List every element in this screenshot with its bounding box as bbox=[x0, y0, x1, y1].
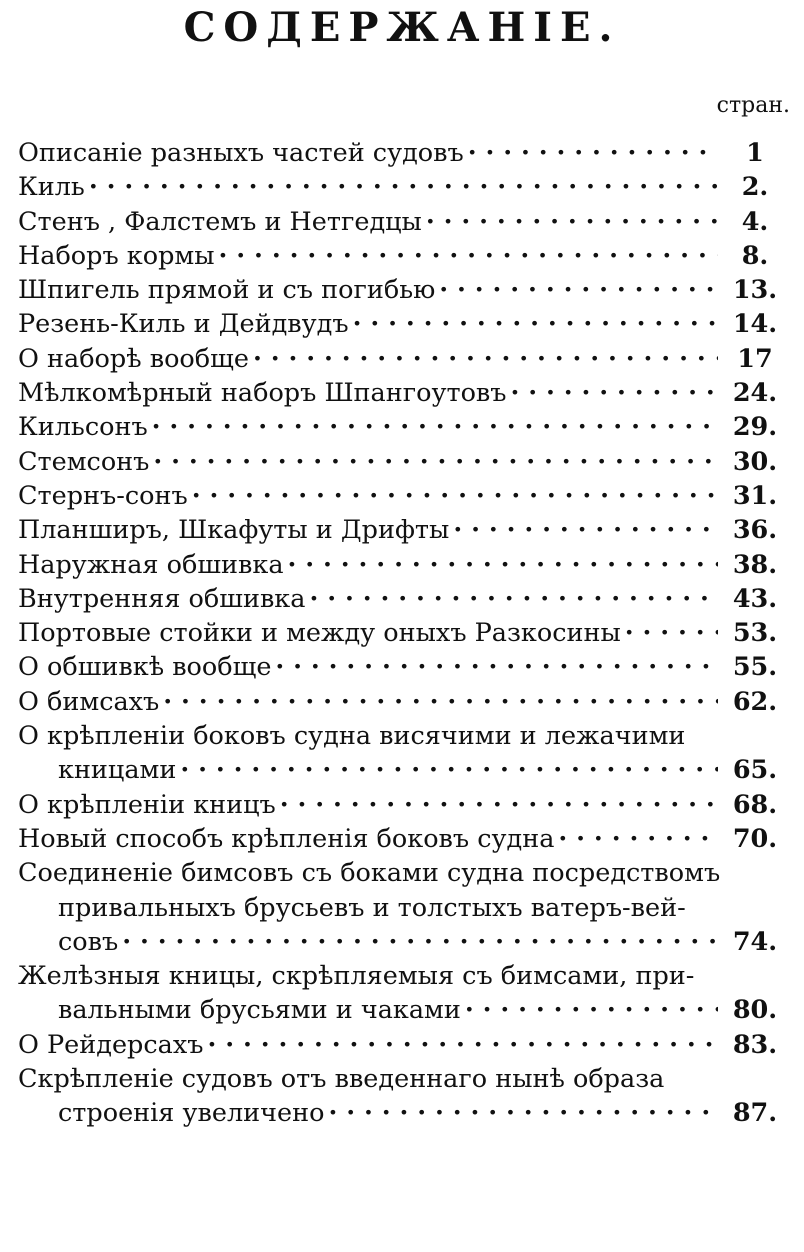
toc-entry-title: совъ bbox=[58, 926, 119, 957]
dot-leader bbox=[328, 1096, 718, 1130]
dot-leader bbox=[439, 273, 718, 307]
toc-page-number: 30. bbox=[732, 446, 778, 477]
toc-page-number: 8. bbox=[741, 240, 769, 271]
toc-entry-title: Наружная обшивка bbox=[18, 549, 284, 580]
toc-entry-title: Новый способъ крѣпленія боковъ судна bbox=[18, 823, 555, 854]
dot-leader bbox=[275, 650, 718, 684]
toc-entry-title: Соединеніе бимсовъ съ боками судна посредствомъ bbox=[18, 858, 721, 889]
dot-leader bbox=[219, 239, 718, 273]
toc-entry bbox=[18, 342, 786, 376]
toc-page-number: 38. bbox=[732, 549, 778, 580]
toc-entry-line bbox=[18, 993, 786, 1027]
toc-entry-line bbox=[18, 1096, 786, 1130]
toc-entry-title: О крѣпленіи кницъ bbox=[18, 789, 276, 820]
dot-leader bbox=[468, 136, 718, 170]
toc-entry bbox=[18, 307, 786, 341]
dot-leader bbox=[558, 822, 718, 856]
toc-entry bbox=[18, 650, 786, 684]
toc-entry-title: Киль bbox=[18, 172, 85, 203]
toc-entry-line bbox=[18, 548, 786, 582]
toc-entry-line bbox=[18, 513, 786, 547]
toc-entry-title: Скрѣпленіе судовъ отъ введеннаго нынѣ образа bbox=[18, 1064, 665, 1095]
toc-entry-title: Шпигель прямой и съ погибью bbox=[18, 275, 436, 306]
toc-entry bbox=[18, 856, 786, 959]
toc-entry-line bbox=[18, 582, 786, 616]
toc-entry-line bbox=[18, 891, 786, 925]
toc-entry bbox=[18, 788, 786, 822]
toc-entry-line bbox=[18, 239, 786, 273]
toc-entry bbox=[18, 719, 786, 788]
toc-entry bbox=[18, 239, 786, 273]
toc-entry-title: Стенъ , Фалстемъ и Нетгедцы bbox=[18, 206, 422, 237]
dot-leader bbox=[426, 205, 718, 239]
toc-entry-line bbox=[18, 1028, 786, 1062]
dot-leader bbox=[453, 513, 718, 547]
toc-entry bbox=[18, 548, 786, 582]
toc-entry-line bbox=[18, 342, 786, 376]
toc-entry bbox=[18, 822, 786, 856]
toc-entry-title: Внутренняя обшивка bbox=[18, 583, 306, 614]
toc-entry-title: Мѣлкомѣрный наборъ Шпангоутовъ bbox=[18, 378, 507, 409]
toc-entry bbox=[18, 410, 786, 444]
toc-entry-line bbox=[18, 445, 786, 479]
toc-page-number: 1 bbox=[746, 138, 764, 168]
toc-page-number: 24. bbox=[732, 378, 778, 409]
toc-page-number: 70. bbox=[732, 823, 778, 854]
toc-entry bbox=[18, 205, 786, 239]
dot-leader bbox=[89, 170, 718, 204]
toc-entry-title: Описаніе разныхъ частей судовъ bbox=[18, 138, 464, 168]
toc-entry-line bbox=[18, 856, 786, 890]
toc-page-number: 68. bbox=[732, 789, 778, 820]
toc-page-number: 74. bbox=[732, 926, 778, 957]
toc-entry bbox=[18, 376, 786, 410]
toc-entry-line bbox=[18, 616, 786, 650]
toc-entry bbox=[18, 445, 786, 479]
toc-page-number: 53. bbox=[732, 618, 778, 649]
toc-entry-line bbox=[18, 822, 786, 856]
toc-entry-title: О Рейдерсахъ bbox=[18, 1029, 204, 1060]
dot-leader bbox=[280, 788, 718, 822]
toc-entry-title: привальныхъ брусьевъ и толстыхъ ватеръ-вей- bbox=[58, 892, 686, 923]
toc-entry bbox=[18, 616, 786, 650]
toc-page-number: 29. bbox=[732, 412, 778, 443]
toc-entry-title: Стемсонъ bbox=[18, 446, 150, 477]
toc-page-number: 83. bbox=[732, 1029, 778, 1060]
toc-entry bbox=[18, 1028, 786, 1062]
toc-page-number: 65. bbox=[732, 755, 778, 786]
toc-page-number: 14. bbox=[732, 309, 778, 340]
toc-entry-line bbox=[18, 1062, 786, 1096]
toc-entry-line bbox=[18, 959, 786, 993]
toc-entry-line bbox=[18, 925, 786, 959]
dot-leader bbox=[511, 376, 718, 410]
toc-page-number: 4. bbox=[741, 206, 769, 237]
toc-entry-line bbox=[18, 307, 786, 341]
toc-entry-title: Планширъ, Шкафуты и Дрифты bbox=[18, 515, 450, 546]
toc-entry-line bbox=[18, 136, 786, 170]
toc-entry-line bbox=[18, 410, 786, 444]
dot-leader bbox=[625, 616, 718, 650]
toc-entry-line bbox=[18, 376, 786, 410]
toc-entry bbox=[18, 513, 786, 547]
dot-leader bbox=[153, 445, 718, 479]
toc-page-number: 13. bbox=[732, 275, 778, 306]
table-of-contents bbox=[18, 136, 786, 1131]
dot-leader bbox=[180, 753, 718, 787]
toc-entry-line bbox=[18, 719, 786, 753]
toc-page-number: 43. bbox=[732, 583, 778, 614]
toc-entry bbox=[18, 582, 786, 616]
dot-leader bbox=[207, 1028, 718, 1062]
dot-leader bbox=[192, 479, 718, 513]
toc-entry bbox=[18, 170, 786, 204]
page-column-label: стран. bbox=[716, 93, 790, 118]
toc-entry bbox=[18, 479, 786, 513]
toc-entry-title: Стернъ-сонъ bbox=[18, 480, 188, 511]
dot-leader bbox=[122, 925, 718, 959]
toc-entry bbox=[18, 136, 786, 170]
toc-page-number: 31. bbox=[732, 480, 778, 511]
toc-entry-line bbox=[18, 273, 786, 307]
toc-entry-title: Портовые стойки и между оныхъ Разкосины bbox=[18, 618, 621, 649]
toc-entry-title: О бимсахъ bbox=[18, 686, 160, 717]
dot-leader bbox=[152, 410, 718, 444]
toc-entry-title: кницами bbox=[58, 755, 177, 786]
toc-entry-title: О наборѣ вообще bbox=[18, 343, 249, 374]
dot-leader bbox=[288, 548, 718, 582]
toc-page-number: 17 bbox=[737, 343, 773, 374]
dot-leader bbox=[253, 342, 718, 376]
toc-page-number: 87. bbox=[732, 1098, 778, 1129]
toc-entry bbox=[18, 685, 786, 719]
toc-entry-line bbox=[18, 685, 786, 719]
toc-entry-line bbox=[18, 788, 786, 822]
toc-entry-title: Желѣзныя кницы, скрѣпляемыя съ бимсами, при- bbox=[18, 961, 695, 992]
dot-leader bbox=[163, 685, 718, 719]
toc-entry-line bbox=[18, 650, 786, 684]
toc-entry bbox=[18, 1062, 786, 1131]
toc-entry-title: вальными брусьями и чаками bbox=[58, 995, 461, 1026]
toc-entry-line bbox=[18, 170, 786, 204]
page-title: СОДЕРЖАНІЕ. bbox=[183, 4, 621, 51]
toc-page-number: 36. bbox=[732, 515, 778, 546]
toc-entry-line bbox=[18, 205, 786, 239]
toc-entry-title: строенія увеличено bbox=[58, 1098, 325, 1129]
toc-entry-title: Наборъ кормы bbox=[18, 240, 215, 271]
toc-page-number: 62. bbox=[732, 686, 778, 717]
dot-leader bbox=[309, 582, 718, 616]
dot-leader bbox=[353, 307, 718, 341]
toc-page-number: 55. bbox=[732, 652, 778, 683]
dot-leader bbox=[465, 993, 718, 1027]
toc-entry-title: О обшивкѣ вообще bbox=[18, 652, 272, 683]
toc-entry-title: Кильсонъ bbox=[18, 412, 148, 443]
toc-entry-title: О крѣпленіи боковъ судна висячими и лежачими bbox=[18, 721, 686, 752]
toc-entry-line bbox=[18, 753, 786, 787]
toc-entry bbox=[18, 273, 786, 307]
toc-entry bbox=[18, 959, 786, 1028]
toc-entry-title: Резень-Киль и Дейдвудъ bbox=[18, 309, 349, 340]
toc-entry-line bbox=[18, 479, 786, 513]
toc-page-number: 2. bbox=[741, 172, 769, 203]
toc-page-number: 80. bbox=[732, 995, 778, 1026]
